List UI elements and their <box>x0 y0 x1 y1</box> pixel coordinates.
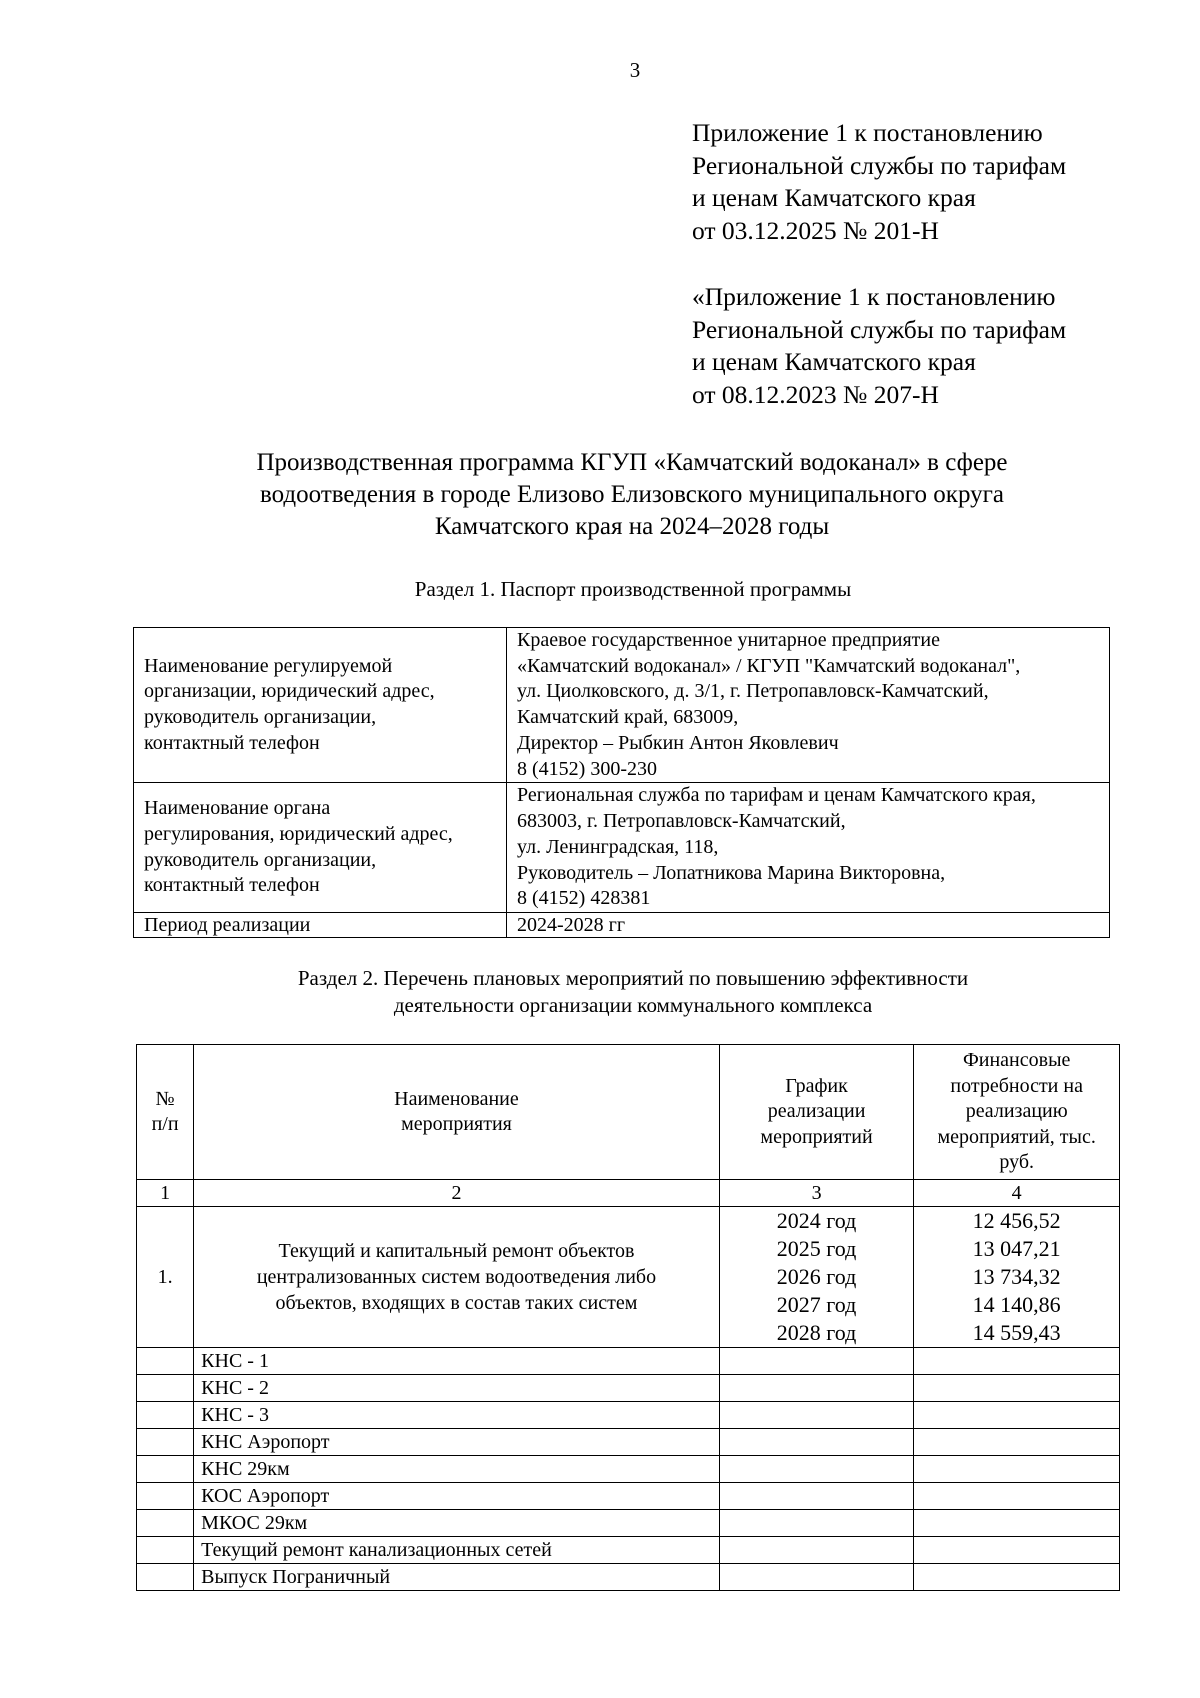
appendix-line: «Приложение 1 к постановлению <box>692 282 1056 311</box>
cell-line: централизованных систем водоотведения либо <box>256 1266 657 1288</box>
table-row <box>137 1537 1120 1564</box>
object-name: КОС Аэропорт <box>194 1483 720 1510</box>
heading-line: Раздел 2. Перечень плановых мероприятий по повышению эффективности <box>297 966 969 990</box>
page-number: 3 <box>629 58 641 82</box>
header-line: мероприятий <box>760 1125 873 1148</box>
appendix-line: от 08.12.2023 № 207-Н <box>692 379 939 409</box>
cell-line: 8 (4152) 300-230 <box>517 757 657 780</box>
column-number: 1 <box>137 1180 194 1207</box>
cell-line: Текущий и капитальный ремонт объектов <box>278 1240 635 1262</box>
header-line: График <box>785 1074 848 1097</box>
appendix-line: и ценам Камчатского края <box>692 183 976 212</box>
appendix-line: Приложение 1 к постановлению <box>692 118 1043 147</box>
cell-line: Камчатский край, 683009, <box>517 706 739 729</box>
column-header <box>137 1045 194 1180</box>
column-number: 2 <box>194 1180 720 1207</box>
table-row <box>137 1402 1120 1429</box>
passport-value <box>507 628 1110 783</box>
appendix-line: Региональной службы по тарифам <box>692 150 1067 180</box>
table-row <box>137 1510 1120 1537</box>
passport-label <box>134 783 507 913</box>
column-number: 4 <box>914 1180 1120 1207</box>
header-line: мероприятий, тыс. <box>937 1125 1096 1148</box>
cell-line: ул. Циолковского, д. 3/1, г. Петропавловск-Камчатский, <box>517 680 989 703</box>
title-line: Камчатского края на 2024–2028 годы <box>434 513 830 540</box>
header-line: п/п <box>151 1113 179 1135</box>
appendix-current <box>692 117 1066 247</box>
cell-line: «Камчатский водоканал» / КГУП "Камчатский водоканал", <box>517 654 1021 677</box>
cell-line: 683003, г. Петропавловск-Камчатский, <box>517 810 846 833</box>
table-header-row <box>137 1045 1120 1180</box>
document-title <box>150 447 1114 543</box>
title-line: Производственная программа КГУП «Камчатский водоканал» в сфере <box>256 449 1008 476</box>
header-line: потребности на <box>950 1074 1083 1097</box>
cell-line: 14 559,43 <box>972 1320 1061 1345</box>
header-line: № <box>155 1087 175 1110</box>
cell-line: регулирования, юридический адрес, <box>144 823 453 846</box>
cell-line: 13 734,32 <box>972 1264 1061 1289</box>
header-line: реализации <box>767 1100 866 1123</box>
table-row <box>134 628 1110 783</box>
cell-line: 2024 год <box>776 1208 857 1233</box>
table-row <box>137 1456 1120 1483</box>
column-header <box>194 1045 720 1180</box>
passport-value <box>507 783 1110 913</box>
column-header <box>914 1045 1120 1180</box>
passport-label: Период реализации <box>134 913 507 938</box>
cell-line: Директор – Рыбкин Антон Яковлевич <box>517 731 839 754</box>
table-row <box>137 1207 1120 1348</box>
object-name: Текущий ремонт канализационных сетей <box>194 1537 720 1564</box>
cell-line: ул. Ленинградская, 118, <box>517 835 719 858</box>
object-name: КНС - 3 <box>194 1402 720 1429</box>
column-number: 3 <box>719 1180 914 1207</box>
table-row <box>134 913 1110 938</box>
row-number: 1. <box>137 1207 194 1348</box>
table-row <box>137 1564 1120 1591</box>
heading-line: деятельности организации коммунального комплекса <box>393 993 873 1017</box>
object-name: МКОС 29км <box>194 1510 720 1537</box>
cell-line: Региональная служба по тарифам и ценам Камчатского края, <box>517 784 1036 807</box>
cell-line: Наименование органа <box>144 797 331 820</box>
header-line: руб. <box>999 1151 1034 1174</box>
cell-line: руководитель организации, <box>144 706 377 729</box>
cell-line: контактный телефон <box>144 874 320 897</box>
column-number-row <box>137 1180 1120 1207</box>
column-header <box>719 1045 914 1180</box>
cell-line: Наименование регулируемой <box>144 654 393 677</box>
appendix-line: от 03.12.2025 № 201-Н <box>692 215 939 245</box>
passport-label <box>134 628 507 783</box>
schedule-years <box>719 1207 914 1348</box>
cell-line: 2027 год <box>776 1292 857 1317</box>
passport-table <box>133 627 1110 938</box>
header-line: мероприятия <box>401 1113 512 1135</box>
cell-line: объектов, входящих в состав таких систем <box>275 1292 638 1314</box>
table-row <box>137 1429 1120 1456</box>
table-row <box>137 1375 1120 1402</box>
object-name: Выпуск Пограничный <box>194 1564 720 1591</box>
cell-line: организации, юридический адрес, <box>144 680 435 703</box>
table-row <box>134 783 1110 913</box>
financial-needs <box>914 1207 1120 1348</box>
appendix-previous <box>692 281 1066 411</box>
cell-line: 13 047,21 <box>972 1236 1061 1261</box>
cell-line: 8 (4152) 428381 <box>517 887 651 910</box>
header-line: Наименование <box>394 1087 519 1110</box>
measures-table <box>136 1044 1120 1591</box>
title-line: водоотведения в городе Елизово Елизовского муниципального округа <box>260 481 1004 508</box>
object-name: КНС Аэропорт <box>194 1429 720 1456</box>
cell-line: 12 456,52 <box>972 1208 1061 1233</box>
header-line: Финансовые <box>962 1049 1071 1072</box>
cell-line: руководитель организации, <box>144 848 377 871</box>
table-row <box>137 1483 1120 1510</box>
cell-line: Руководитель – Лопатникова Марина Викторовна, <box>517 861 946 884</box>
object-name: КНС - 2 <box>194 1375 720 1402</box>
object-name: КНС - 1 <box>194 1348 720 1375</box>
section2-heading <box>133 965 1133 1019</box>
appendix-line: и ценам Камчатского края <box>692 347 976 376</box>
cell-line: 2025 год <box>776 1236 857 1261</box>
header-line: реализацию <box>965 1100 1068 1123</box>
measure-name <box>194 1207 720 1348</box>
cell-line: 2028 год <box>776 1320 857 1345</box>
appendix-line: Региональной службы по тарифам <box>692 314 1067 344</box>
cell-line: контактный телефон <box>144 731 320 754</box>
passport-value: 2024-2028 гг <box>507 913 1110 938</box>
object-name: КНС 29км <box>194 1456 720 1483</box>
cell-line: 14 140,86 <box>972 1292 1061 1317</box>
cell-line: 2026 год <box>776 1264 857 1289</box>
section1-heading: Раздел 1. Паспорт производственной программы <box>414 577 852 601</box>
cell-line: Краевое государственное унитарное предприятие <box>517 629 940 651</box>
table-row <box>137 1348 1120 1375</box>
